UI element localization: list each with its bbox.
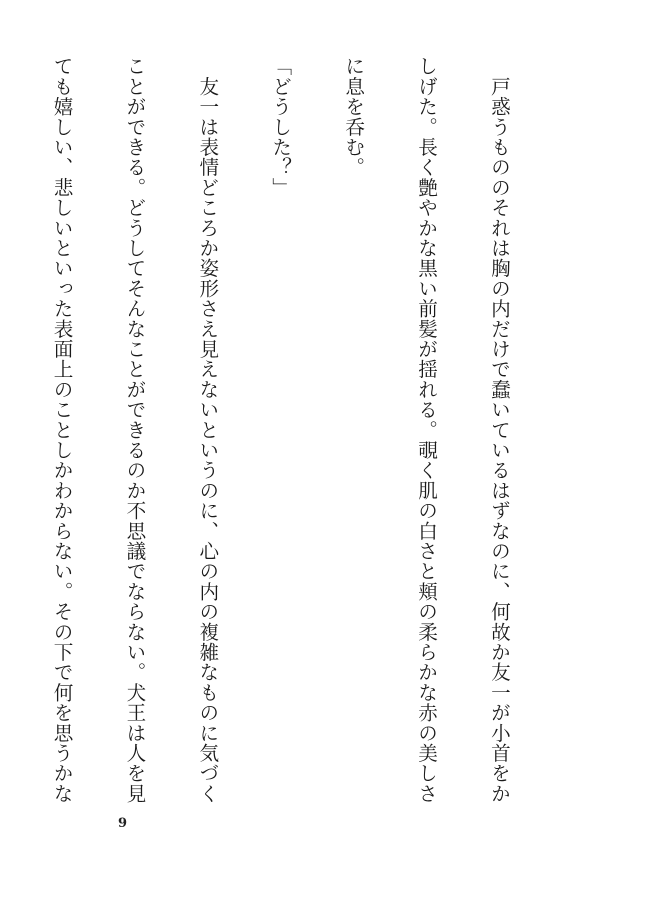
text-line: 友一は表情どころか姿形さえ見えないというのに、心の内の複雑なものに気づく xyxy=(195,56,219,804)
text-line: ても嬉しい、悲しいといった表面上のことしかわからない。その下で何を思うかな xyxy=(50,56,74,804)
text-line: しげた。長く艶やかな黒い前髪が揺れる。覗く肌の白さと頬の柔らかな赤の美しさ xyxy=(414,56,438,804)
text-line: 戸惑うもののそれは胸の内だけで蠢いているはずなのに、何故か友一が小首をか xyxy=(487,56,511,804)
vertical-body-text xyxy=(0,56,559,826)
text-line: に息を呑む。 xyxy=(341,56,365,178)
page-number: 9 xyxy=(118,816,128,831)
text-line: ことができる。どうしてそんなことができるのか不思議でならない。犬王は人を見 xyxy=(122,56,146,804)
text-line: 「どうした？」 xyxy=(268,56,292,198)
